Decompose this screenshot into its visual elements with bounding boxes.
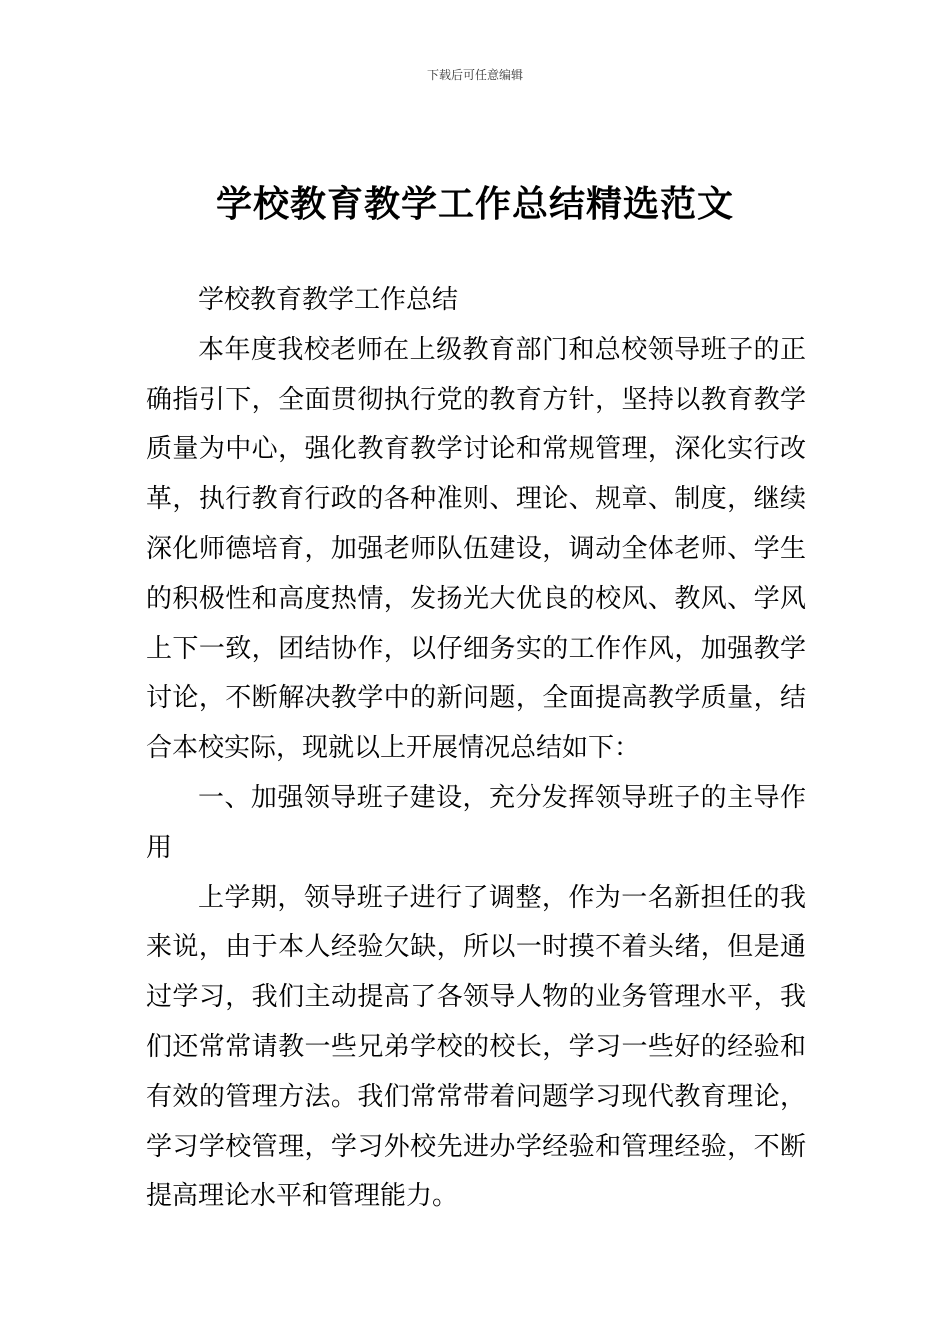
document-title: 学校教育教学工作总结精选范文 — [215, 183, 734, 225]
document-body — [146, 276, 806, 1222]
paragraph-intro: 本年度我校老师在上级教育部门和总校领导班子的正确指引下，全面贯彻执行党的教育方针，坚持以教育教学质量为中心，强化教育教学讨论和常规管理，深化实行改革，执行教育行政的各种准则、理论、规章、制度，继续深化师德培育，加强老师队伍建设，调动全体老师、学生的积极性和高度热情，发扬光大优良的校风、教风、学风上下一致，团结协作，以仔细务实的工作作风，加强教学讨论，不断解决教学中的新问题，全面提高教学质量，结合本校实际，现就以上开展情况总结如下： — [146, 334, 806, 764]
header-note: 下载后可任意编辑 — [426, 68, 523, 82]
paragraph-subtitle: 学校教育教学工作总结 — [198, 285, 459, 315]
paragraph-section-body: 上学期，领导班子进行了调整，作为一名新担任的我来说，由于本人经验欠缺，所以一时摸不着头绪，但是通过学习，我们主动提高了各领导人物的业务管理水平，我们还常常请教一些兄弟学校的校长，学习一些好的经验和有效的管理方法。我们常常带着问题学习现代教育理论，学习学校管理，学习外校先进办学经验和管理经验，不断提高理论水平和管理能力。 — [146, 882, 806, 1212]
paragraph-section-heading: 一、加强领导班子建设，充分发挥领导班子的主导作用 — [146, 782, 806, 863]
